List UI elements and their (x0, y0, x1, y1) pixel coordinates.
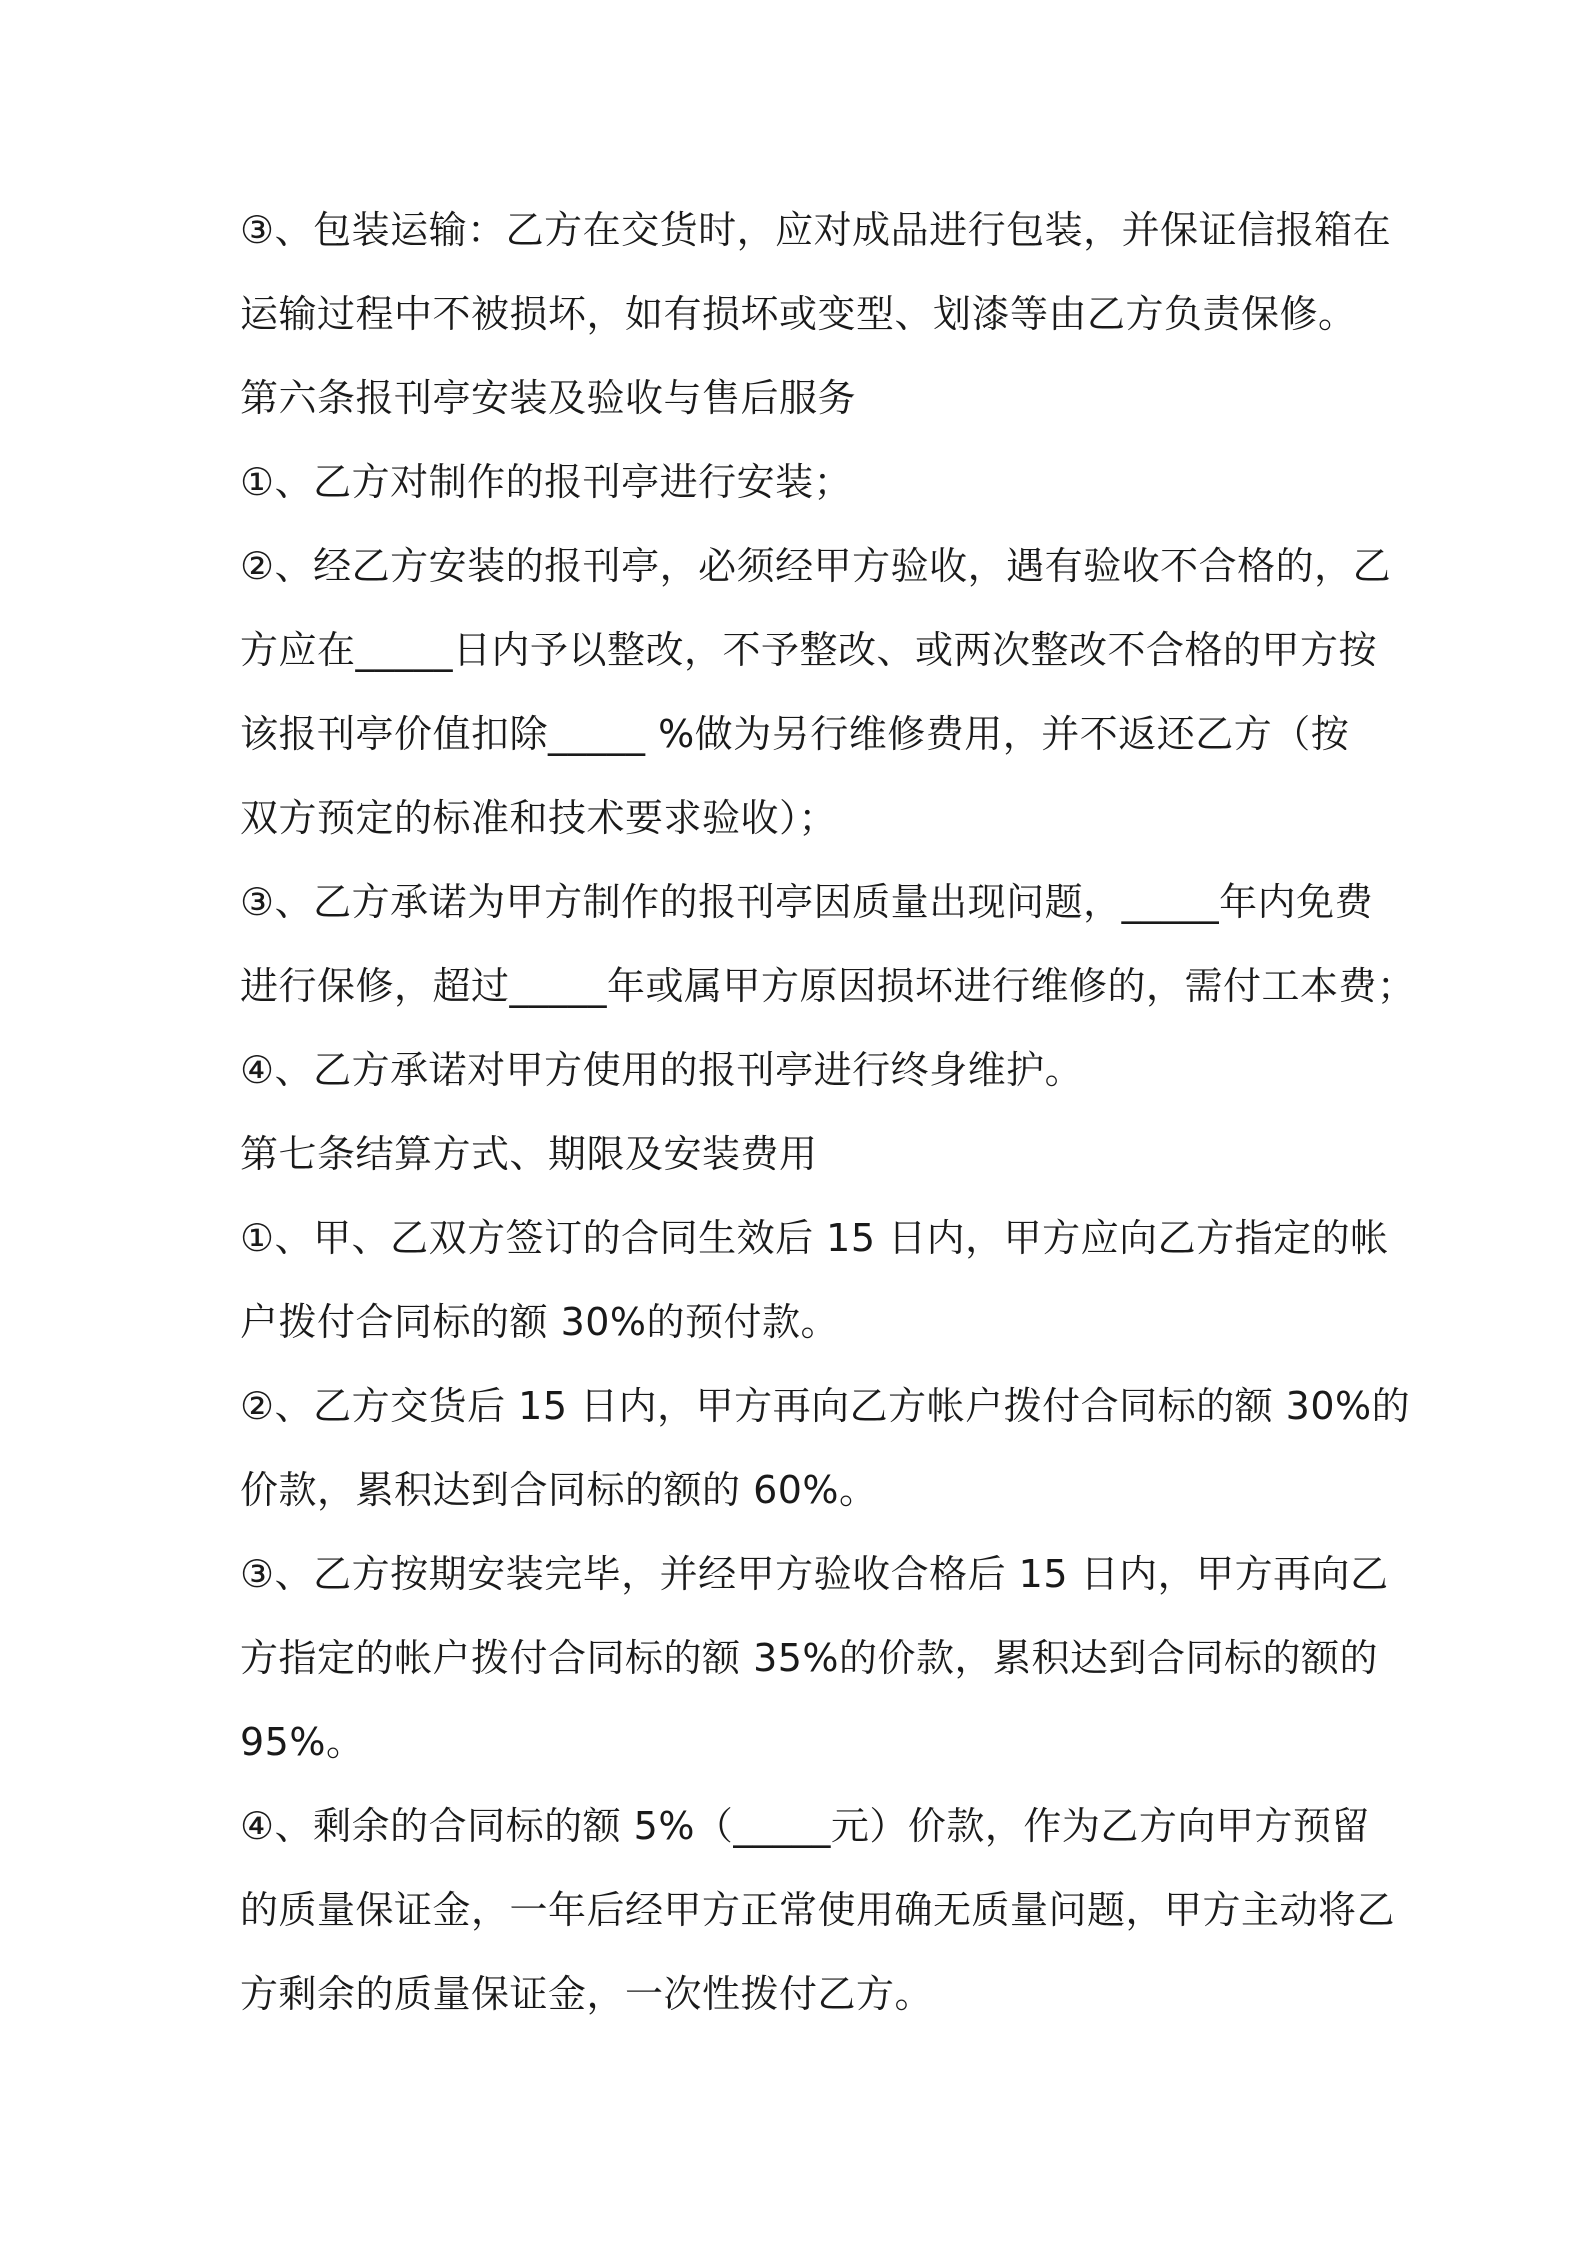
text-line: ④、剩余的合同标的额 5%（_____元）价款，作为乙方向甲方预留 (240, 1804, 1370, 1848)
section-heading: 第七条结算方式、期限及安装费用 (240, 1132, 818, 1176)
text-line: 户拨付合同标的额 30%的预付款。 (240, 1300, 840, 1344)
text-line: ③、乙方承诺为甲方制作的报刊亭因质量出现问题，_____年内免费 (240, 880, 1374, 924)
text-line: ②、经乙方安装的报刊亭，必须经甲方验收，遇有验收不合格的，乙 (240, 544, 1392, 588)
text-line: 该报刊亭价值扣除_____ %做为另行维修费用，并不返还乙方（按 (240, 712, 1350, 756)
text-line: ①、乙方对制作的报刊亭进行安装； (240, 460, 853, 504)
text-line: ①、甲、乙双方签订的合同生效后 15 日内，甲方应向乙方指定的帐 (240, 1216, 1389, 1260)
text-line: 的质量保证金，一年后经甲方正常使用确无质量问题，甲方主动将乙 (240, 1888, 1396, 1932)
text-line: 95%。 (240, 1720, 365, 1764)
text-line: ③、包装运输：乙方在交货时，应对成品进行包装，并保证信报箱在 (240, 208, 1392, 252)
text-line: 方剩余的质量保证金，一次性拨付乙方。 (240, 1972, 934, 2016)
text-line: 双方预定的标准和技术要求验收）； (240, 796, 838, 840)
text-line: ②、乙方交货后 15 日内，甲方再向乙方帐户拨付合同标的额 30%的 (240, 1384, 1411, 1428)
text-line: 价款，累积达到合同标的额的 60%。 (240, 1468, 878, 1512)
section-heading: 第六条报刊亭安装及验收与售后服务 (240, 376, 857, 420)
text-line: ④、乙方承诺对甲方使用的报刊亭进行终身维护。 (240, 1048, 1084, 1092)
text-line: 方应在_____日内予以整改，不予整改、或两次整改不合格的甲方按 (240, 628, 1378, 672)
text-line: ③、乙方按期安装完毕，并经甲方验收合格后 15 日内，甲方再向乙 (240, 1552, 1389, 1596)
document-body (240, 188, 1416, 2036)
text-line: 方指定的帐户拨付合同标的额 35%的价款，累积达到合同标的额的 (240, 1636, 1379, 1680)
text-line: 运输过程中不被损坏，如有损坏或变型、划漆等由乙方负责保修。 (240, 292, 1357, 336)
text-line: 进行保修，超过_____年或属甲方原因损坏进行维修的，需付工本费； (240, 964, 1416, 1008)
